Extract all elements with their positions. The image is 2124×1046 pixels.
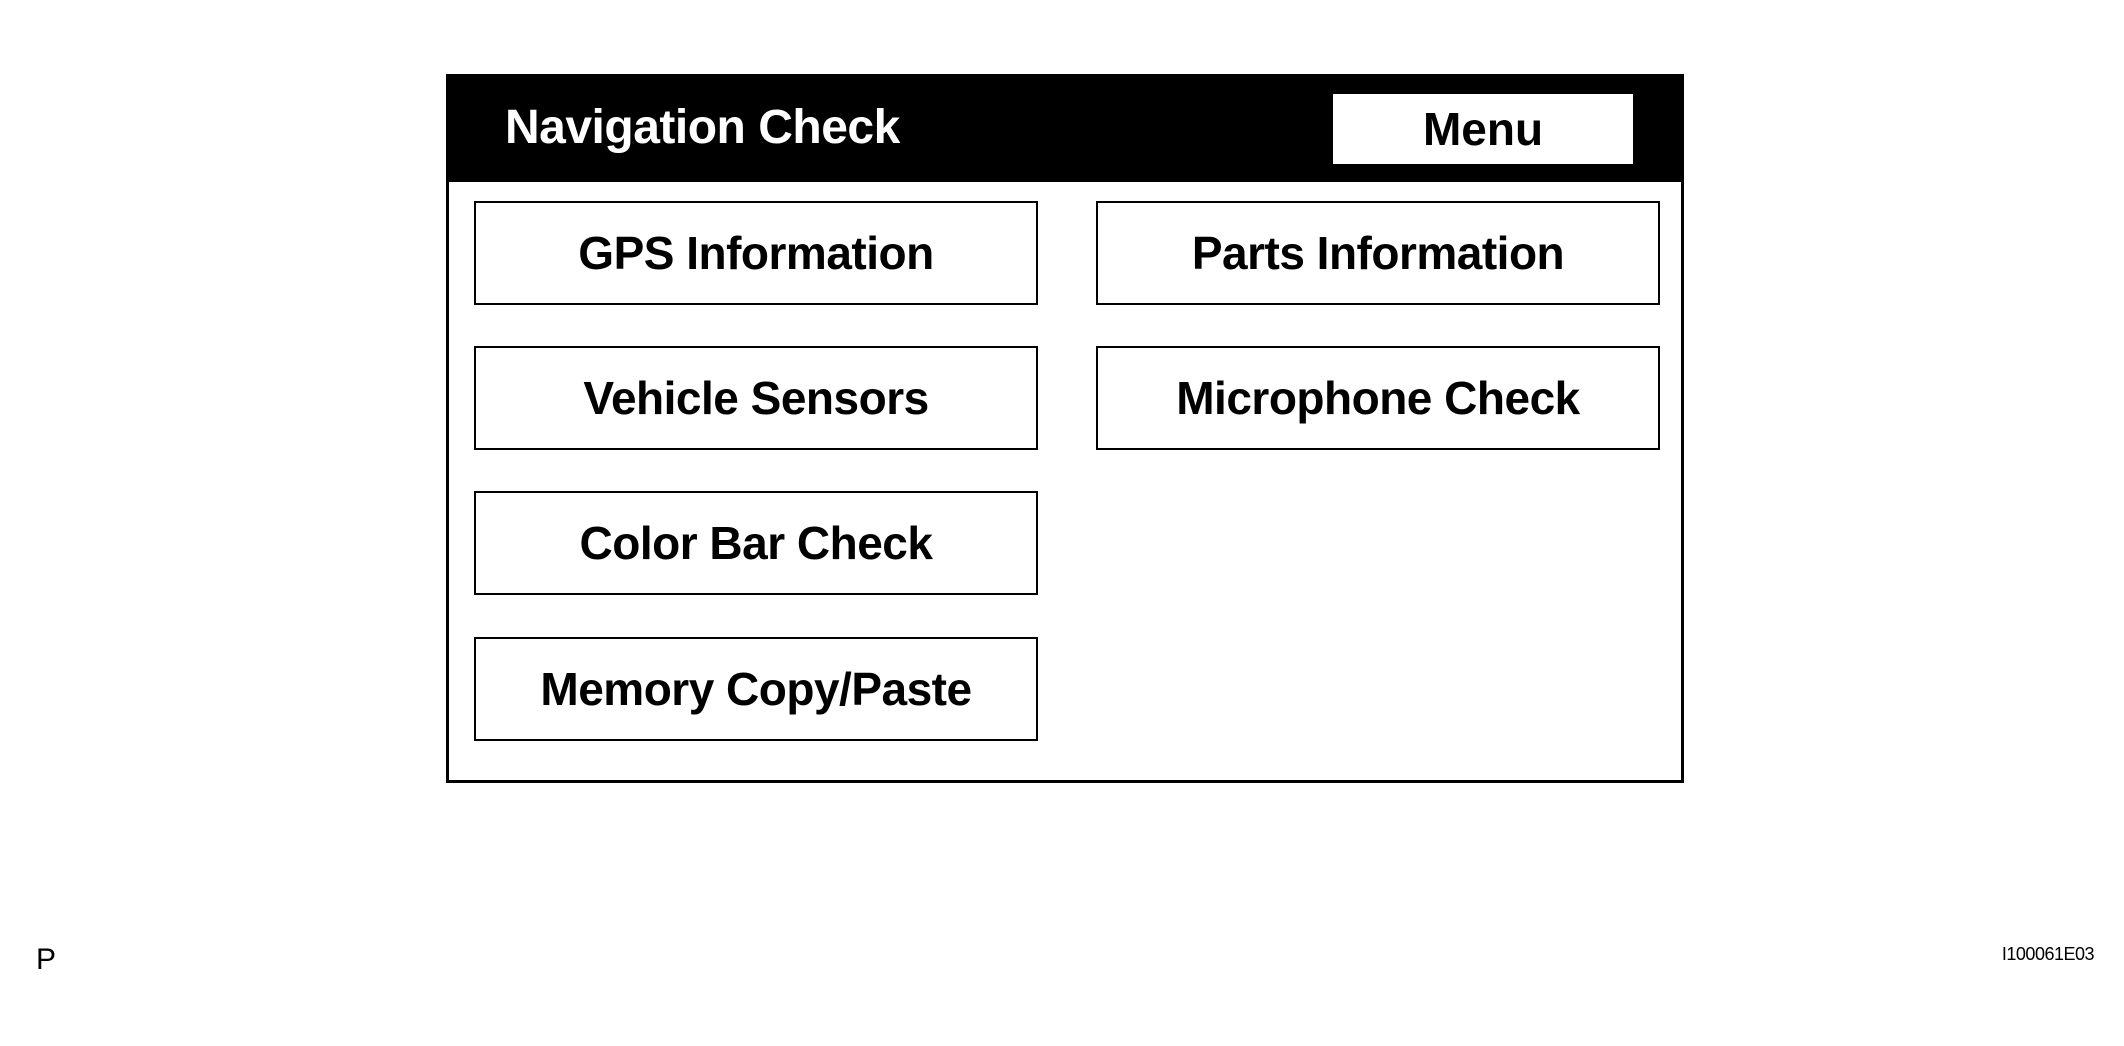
microphone-check-button[interactable]: Microphone Check bbox=[1096, 346, 1660, 450]
figure-code: I100061E03 bbox=[2001, 944, 2094, 964]
navigation-check-screen bbox=[446, 74, 1684, 783]
parts-information-button[interactable]: Parts Information bbox=[1096, 201, 1660, 305]
color-bar-check-button[interactable]: Color Bar Check bbox=[474, 491, 1038, 595]
menu-button[interactable]: Menu bbox=[1333, 94, 1633, 164]
vehicle-sensors-button[interactable]: Vehicle Sensors bbox=[474, 346, 1038, 450]
page-letter: P bbox=[36, 943, 57, 976]
screen-title: Navigation Check bbox=[505, 101, 900, 154]
memory-copy-paste-button[interactable]: Memory Copy/Paste bbox=[474, 637, 1038, 741]
title-bar bbox=[449, 77, 1681, 182]
gps-information-button[interactable]: GPS Information bbox=[474, 201, 1038, 305]
